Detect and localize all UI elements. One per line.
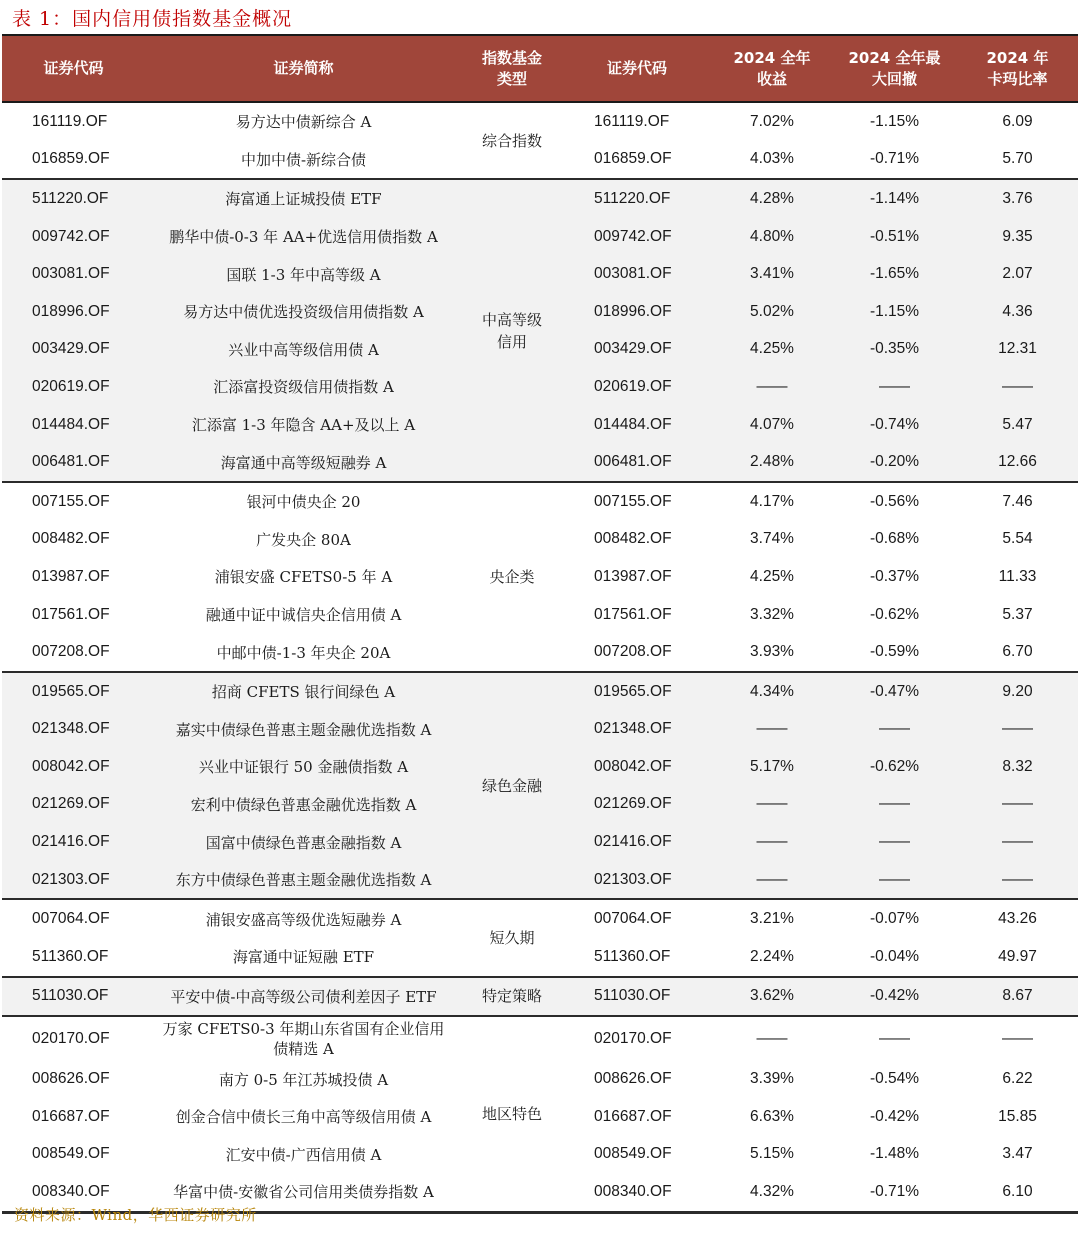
cell-code: 017561.OF [32, 605, 110, 623]
table-row [2, 102, 1078, 141]
cell-code2: 014484.OF [594, 415, 672, 433]
cell-code: 511360.OF [32, 947, 109, 965]
cell-calmar: —— [1002, 720, 1033, 738]
cell-calmar: 6.10 [1002, 1182, 1033, 1200]
table-row [2, 977, 1078, 1017]
cell-code: 021303.OF [32, 870, 110, 888]
cell-name: 创金合信中债长三角中高等级信用债 A [175, 1108, 432, 1127]
cell-name: 万家 CFETS0-3 年期山东省国有企业信用债精选 A [162, 1019, 445, 1058]
table-title: 表 1：国内信用债指数基金概况 [12, 8, 293, 30]
cell-return: 3.32% [750, 605, 794, 623]
cell-calmar: 3.47 [1002, 1145, 1033, 1163]
cell-calmar: —— [1002, 795, 1033, 813]
cell-code2: 007155.OF [594, 492, 672, 510]
cell-code: 009742.OF [32, 227, 110, 245]
cell-name: 海富通中高等级短融券 A [220, 453, 387, 472]
cell-drawdown: —— [879, 720, 910, 738]
table-row [2, 179, 1078, 218]
cell-name: 广发央企 80A [256, 530, 351, 549]
group-regional [2, 1016, 1078, 1212]
group-green-finance [2, 672, 1078, 900]
cell-code2: 511220.OF [594, 189, 671, 207]
cell-return: 3.93% [750, 643, 794, 661]
group-composite [2, 102, 1078, 179]
cell-calmar: —— [1002, 1029, 1033, 1047]
cell-code2: 009742.OF [594, 227, 672, 245]
cell-type: 地区特色 [481, 1104, 542, 1123]
cell-name: 招商 CFETS 银行间绿色 A [211, 683, 396, 702]
cell-drawdown: —— [879, 870, 910, 888]
cell-code2: 021416.OF [594, 833, 672, 851]
cell-name: 平安中债-中高等级公司债利差因子 ETF [170, 987, 437, 1006]
cell-calmar: 8.67 [1002, 987, 1033, 1005]
cell-drawdown: -1.48% [869, 1145, 920, 1163]
cell-return: 4.32% [750, 1182, 794, 1200]
cell-calmar: —— [1002, 833, 1033, 851]
cell-calmar: 6.22 [1002, 1070, 1033, 1088]
cell-code2: 018996.OF [594, 302, 672, 320]
cell-drawdown: -0.71% [869, 1182, 920, 1200]
cell-code2: 013987.OF [594, 567, 672, 585]
cell-calmar: 9.20 [1002, 682, 1033, 700]
cell-drawdown: -0.56% [869, 492, 920, 510]
cell-return: —— [756, 1029, 788, 1047]
cell-return: 5.02% [750, 302, 794, 320]
cell-calmar: 3.76 [1002, 189, 1033, 207]
cell-drawdown: -0.68% [869, 530, 920, 548]
cell-name: 汇添富 1-3 年隐含 AA+及以上 A [191, 416, 416, 435]
cell-code2: 021303.OF [594, 870, 672, 888]
cell-calmar: 11.33 [998, 567, 1037, 585]
cell-return: 3.41% [750, 265, 794, 283]
cell-code2: 008340.OF [594, 1182, 672, 1200]
cell-code: 008042.OF [32, 757, 110, 775]
cell-name: 中邮中债-1-3 年央企 20A [216, 643, 391, 662]
cell-drawdown: -0.04% [869, 947, 920, 965]
cell-calmar: 9.35 [1002, 227, 1033, 245]
cell-code2: 020619.OF [594, 377, 672, 395]
cell-drawdown: -0.42% [869, 987, 920, 1005]
cell-drawdown: -0.20% [869, 453, 920, 471]
cell-code: 020619.OF [32, 377, 110, 395]
cell-code: 018996.OF [32, 302, 110, 320]
cell-code2: 019565.OF [594, 682, 672, 700]
cell-drawdown: -0.07% [869, 910, 920, 928]
cell-return: —— [756, 870, 788, 888]
cell-code: 019565.OF [32, 682, 110, 700]
cell-type: 央企类 [489, 567, 535, 586]
cell-calmar: 7.46 [1002, 492, 1033, 510]
cell-code: 006481.OF [32, 453, 110, 471]
cell-name: 南方 0-5 年江苏城投债 A [218, 1070, 389, 1089]
cell-return: 4.25% [750, 567, 794, 585]
cell-code: 013987.OF [32, 567, 110, 585]
cell-return: 4.07% [750, 415, 794, 433]
cell-drawdown: -1.65% [869, 265, 920, 283]
group-high-grade-credit [2, 179, 1078, 482]
cell-name: 易方达中债新综合 A [235, 113, 372, 132]
cell-calmar: 5.70 [1002, 150, 1033, 168]
header-name: 证券简称 [273, 59, 334, 77]
table-header [2, 35, 1078, 102]
cell-return: 3.39% [750, 1070, 794, 1088]
cell-calmar: 12.66 [998, 453, 1037, 471]
table-row [2, 899, 1078, 938]
cell-drawdown: —— [879, 833, 910, 851]
cell-code2: 008626.OF [594, 1070, 672, 1088]
cell-code2: 007208.OF [594, 643, 672, 661]
cell-code: 003081.OF [32, 265, 110, 283]
group-short-duration [2, 899, 1078, 976]
cell-drawdown: -0.37% [869, 567, 920, 585]
cell-code2: 020170.OF [594, 1029, 672, 1047]
cell-return: 4.28% [750, 189, 794, 207]
cell-return: 3.62% [750, 987, 794, 1005]
cell-drawdown: -1.15% [869, 302, 920, 320]
cell-code: 016687.OF [32, 1107, 110, 1125]
cell-return: 5.15% [750, 1145, 794, 1163]
cell-return: —— [756, 377, 788, 395]
cell-name: 兴业中高等级信用债 A [228, 340, 379, 359]
cell-code: 008482.OF [32, 530, 110, 548]
cell-name: 东方中债绿色普惠主题金融优选指数 A [175, 871, 432, 890]
cell-code: 007064.OF [32, 910, 110, 928]
cell-name: 兴业中证银行 50 金融债指数 A [198, 758, 409, 777]
cell-drawdown: -0.35% [869, 340, 920, 358]
cell-return: 4.80% [750, 227, 794, 245]
cell-return: 3.74% [750, 530, 794, 548]
cell-code2: 021269.OF [594, 795, 672, 813]
cell-calmar: 2.07 [1002, 265, 1033, 283]
cell-type: 短久期 [489, 929, 535, 948]
header-code2: 证券代码 [606, 59, 667, 77]
cell-name: 融通中证中诚信央企信用债 A [205, 606, 402, 625]
cell-calmar: 6.09 [1002, 112, 1033, 130]
cell-drawdown: -0.42% [869, 1107, 920, 1125]
cell-code2: 003081.OF [594, 265, 672, 283]
cell-return: 4.03% [750, 150, 794, 168]
cell-calmar: 8.32 [1002, 757, 1033, 775]
cell-calmar: 5.47 [1002, 415, 1033, 433]
table-row [2, 672, 1078, 711]
cell-calmar: —— [1002, 870, 1033, 888]
cell-drawdown: -0.54% [869, 1070, 920, 1088]
cell-code2: 021348.OF [594, 720, 672, 738]
cell-calmar: 15.85 [998, 1107, 1037, 1125]
group-central-soe [2, 482, 1078, 672]
cell-return: —— [756, 795, 788, 813]
header-type: 指数基金 类型 [481, 48, 542, 88]
header-drawdown: 2024 全年最 大回撤 [848, 48, 941, 88]
cell-return: 2.24% [750, 947, 794, 965]
cell-calmar: 12.31 [998, 340, 1037, 358]
cell-code2: 016687.OF [594, 1107, 672, 1125]
cell-type: 中高等级 信用 [481, 310, 542, 351]
cell-code2: 016859.OF [594, 150, 672, 168]
cell-code: 020170.OF [32, 1029, 110, 1047]
cell-code2: 008482.OF [594, 530, 672, 548]
cell-code: 016859.OF [32, 150, 110, 168]
cell-code2: 511030.OF [594, 987, 671, 1005]
cell-code: 007155.OF [32, 492, 110, 510]
header-calmar: 2024 年 卡玛比率 [986, 48, 1049, 88]
cell-code: 511220.OF [32, 189, 109, 207]
cell-code: 021269.OF [32, 795, 110, 813]
cell-calmar: 6.70 [1002, 643, 1033, 661]
cell-calmar: 4.36 [1002, 302, 1033, 320]
cell-return: 7.02% [750, 112, 794, 130]
cell-drawdown: -0.62% [869, 757, 920, 775]
cell-name: 国联 1-3 年中高等级 A [226, 265, 381, 284]
cell-drawdown: —— [879, 377, 910, 395]
cell-code2: 006481.OF [594, 453, 672, 471]
cell-name: 汇安中债-广西信用债 A [225, 1145, 382, 1164]
cell-name: 宏利中债绿色普惠金融优选指数 A [190, 795, 417, 814]
cell-code: 014484.OF [32, 415, 110, 433]
cell-code2: 017561.OF [594, 605, 672, 623]
header-return: 2024 全年 收益 [733, 48, 811, 88]
cell-drawdown: -1.14% [869, 189, 920, 207]
cell-drawdown: -0.59% [869, 643, 920, 661]
cell-return: 2.48% [750, 453, 794, 471]
cell-name: 银河中债央企 20 [246, 493, 361, 512]
cell-drawdown: -0.74% [869, 415, 920, 433]
cell-code: 007208.OF [32, 643, 110, 661]
cell-type: 特定策略 [481, 987, 542, 1006]
cell-code2: 008549.OF [594, 1145, 672, 1163]
cell-drawdown: -0.47% [869, 682, 920, 700]
credit-bond-index-fund-table [2, 34, 1078, 1214]
cell-calmar: 43.26 [998, 910, 1037, 928]
cell-return: 4.17% [750, 492, 794, 510]
cell-type: 综合指数 [481, 131, 542, 150]
header-code: 证券代码 [43, 59, 104, 77]
cell-name: 鹏华中债-0-3 年 AA+优选信用债指数 A [169, 228, 438, 247]
cell-calmar: 49.97 [998, 947, 1037, 965]
cell-calmar: 5.37 [1002, 605, 1033, 623]
cell-calmar: 5.54 [1002, 530, 1033, 548]
source-note: 资料来源：Wind，华西证券研究所 [14, 1206, 257, 1224]
cell-name: 浦银安盛 CFETS0-5 年 A [214, 568, 393, 587]
cell-code: 008626.OF [32, 1070, 110, 1088]
cell-code: 511030.OF [32, 987, 109, 1005]
table-row [2, 1016, 1078, 1060]
cell-return: 4.34% [750, 682, 794, 700]
cell-calmar: —— [1002, 377, 1033, 395]
cell-name: 嘉实中债绿色普惠主题金融优选指数 A [175, 720, 432, 739]
cell-name: 华富中债-安徽省公司信用类债券指数 A [173, 1183, 434, 1202]
cell-code2: 007064.OF [594, 910, 672, 928]
cell-code: 008549.OF [32, 1145, 110, 1163]
cell-type: 绿色金融 [481, 776, 542, 795]
cell-name: 海富通上证城投债 ETF [225, 190, 382, 209]
cell-code: 021348.OF [32, 720, 110, 738]
group-specific-strategy [2, 977, 1078, 1017]
cell-return: —— [756, 720, 788, 738]
cell-name: 国富中债绿色普惠金融指数 A [205, 833, 402, 852]
cell-drawdown: —— [879, 1029, 910, 1047]
cell-return: 4.25% [750, 340, 794, 358]
cell-drawdown: -0.51% [869, 227, 920, 245]
cell-code2: 003429.OF [594, 340, 672, 358]
cell-code2: 161119.OF [594, 112, 670, 130]
cell-code2: 008042.OF [594, 757, 672, 775]
cell-drawdown: —— [879, 795, 910, 813]
cell-return: 3.21% [750, 910, 794, 928]
cell-drawdown: -0.62% [869, 605, 920, 623]
cell-code: 161119.OF [32, 112, 108, 130]
cell-name: 中加中债-新综合债 [240, 150, 367, 169]
cell-drawdown: -0.71% [869, 150, 920, 168]
cell-code: 003429.OF [32, 340, 110, 358]
cell-name: 汇添富投资级信用债指数 A [213, 378, 394, 397]
cell-code: 008340.OF [32, 1182, 110, 1200]
cell-return: —— [756, 833, 788, 851]
cell-name: 易方达中债优选投资级信用债指数 A [183, 303, 424, 322]
cell-name: 海富通中证短融 ETF [232, 948, 375, 967]
cell-return: 6.63% [750, 1107, 794, 1125]
table-row [2, 482, 1078, 521]
cell-return: 5.17% [750, 757, 794, 775]
cell-code: 021416.OF [32, 833, 110, 851]
cell-code2: 511360.OF [594, 947, 671, 965]
cell-drawdown: -1.15% [869, 112, 920, 130]
cell-name: 浦银安盛高等级优选短融券 A [205, 910, 402, 929]
